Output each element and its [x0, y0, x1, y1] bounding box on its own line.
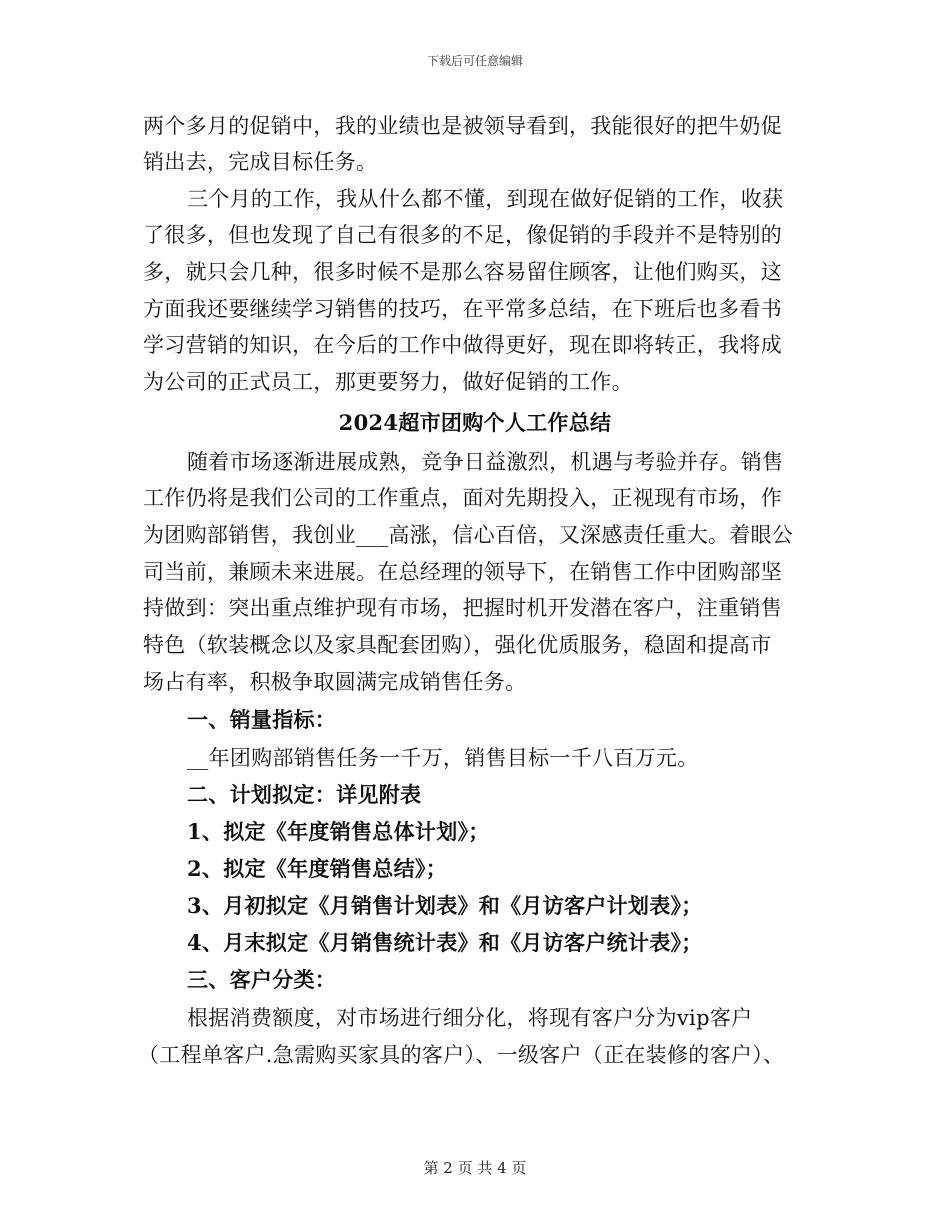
paragraph-line: 三个月的工作，我从什么都不懂，到现在做好促销的工作，收获: [187, 187, 784, 211]
paragraph-line: 特色（软装概念以及家具配套团购），强化优质服务，稳固和提高市: [143, 633, 772, 657]
paragraph-line: 为团购部销售，我创业___高涨，信心百倍，又深感责任重大。着眼公: [143, 523, 794, 547]
paragraph-line: （工程单客户.急需购买家具的客户）、一级客户（正在装修的客户）、: [138, 1043, 785, 1067]
paragraph-line: 了很多，但也发现了自己有很多的不足，像促销的手段并不是特别的: [143, 223, 782, 247]
list-item: 2、拟定《年度销售总结》；: [187, 856, 448, 881]
paragraph-line: 方面我还要继续学习销售的技巧，在平常多总结，在下班后也多看书: [143, 297, 782, 321]
page-number: 第 2 页 共 4 页: [423, 1159, 527, 1177]
paragraph-line: 销出去，完成目标任务。: [143, 150, 378, 174]
paragraph-line: 工作仍将是我们公司的工作重点，面对先期投入，正视现有市场，作: [143, 486, 782, 510]
paragraph-line: 两个多月的促销中，我的业绩也是被领导看到，我能很好的把牛奶促: [143, 114, 782, 138]
list-item: 4、月末拟定《月销售统计表》和《月访客户统计表》；: [187, 930, 703, 955]
paragraph-line: __年团购部销售任务一千万，销售目标一千八百万元。: [187, 746, 699, 770]
paragraph-line: 随着市场逐渐进展成熟，竞争日益激烈，机遇与考验并存。销售: [187, 450, 784, 474]
paragraph-line: 多，就只会几种，很多时候不是那么容易留住顾客，让他们购买，这: [143, 260, 782, 284]
list-item: 1、拟定《年度销售总体计划》；: [187, 819, 490, 844]
paragraph-line: 持做到：突出重点维护现有市场，把握时机开发潜在客户，注重销售: [143, 596, 782, 620]
paragraph-line: 根据消费额度，对市场进行细分化，将现有客户分为vip客户: [187, 1006, 753, 1030]
paragraph-line: 为公司的正式员工，那更要努力，做好促销的工作。: [143, 370, 633, 394]
heading-sales-target: 一、销量指标：: [187, 707, 337, 732]
paragraph-line: 学习营销的知识，在今后的工作中做得更好，现在即将转正，我将成: [143, 333, 782, 357]
paragraph-line: 场占有率，积极争取圆满完成销售任务。: [143, 670, 527, 694]
heading-plan: 二、计划拟定：详见附表: [187, 782, 422, 807]
list-item: 3、月初拟定《月销售计划表》和《月访客户计划表》；: [187, 893, 703, 918]
page-header: 下载后可任意编辑: [426, 54, 523, 68]
heading-customer-class: 三、客户分类：: [187, 967, 337, 992]
section-title: 2024超市团购个人工作总结: [338, 410, 612, 435]
paragraph-line: 司当前，兼顾未来进展。在总经理的领导下，在销售工作中团购部坚: [143, 560, 782, 584]
